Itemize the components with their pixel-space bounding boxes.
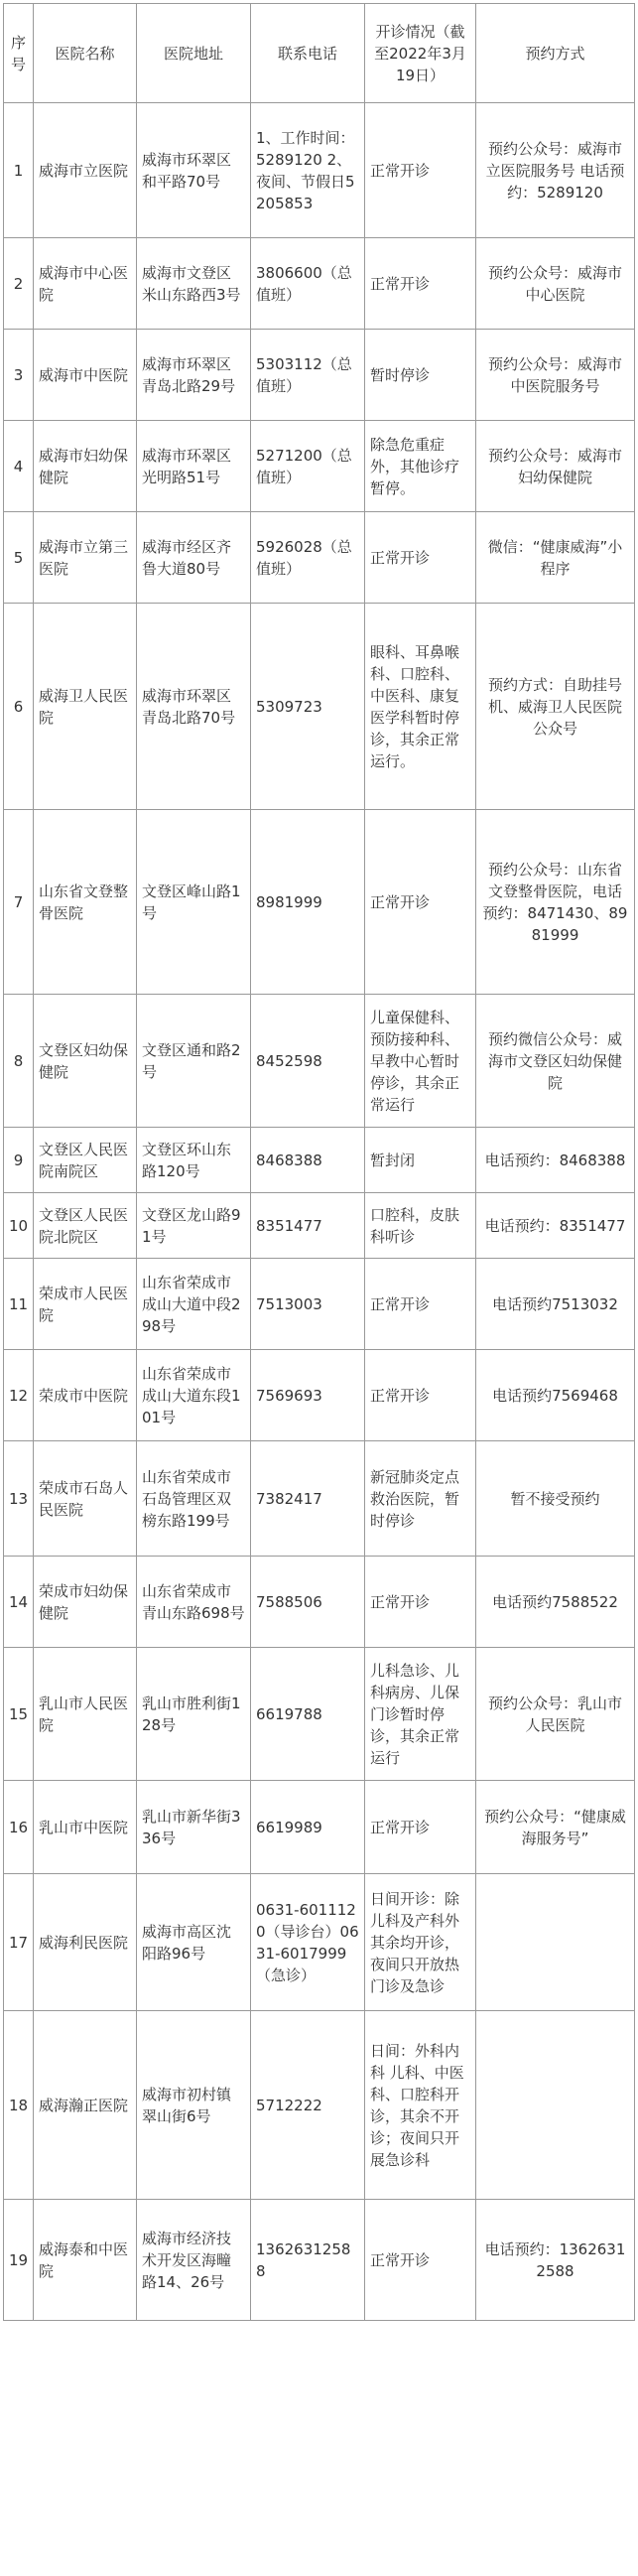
cell-phone: 8452598 bbox=[251, 995, 365, 1128]
cell-address: 威海市环翠区青岛北路70号 bbox=[137, 604, 251, 810]
cell-index: 19 bbox=[4, 2200, 34, 2321]
cell-phone: 0631-6011120（导诊台）0631-6017999（急诊） bbox=[251, 1874, 365, 2011]
header-status: 开诊情况（截至2022年3月19日） bbox=[365, 4, 476, 103]
cell-status: 正常开诊 bbox=[365, 2200, 476, 2321]
cell-hospital-name: 山东省文登整骨医院 bbox=[34, 810, 137, 995]
cell-hospital-name: 文登区人民医院北院区 bbox=[34, 1193, 137, 1259]
cell-index: 17 bbox=[4, 1874, 34, 2011]
cell-hospital-name: 威海市立第三医院 bbox=[34, 512, 137, 604]
cell-address: 山东省荣成市成山大道东段101号 bbox=[137, 1350, 251, 1441]
cell-hospital-name: 威海市中心医院 bbox=[34, 238, 137, 330]
cell-booking: 预约公众号：“健康威海服务号” bbox=[476, 1781, 635, 1874]
cell-booking: 预约公众号：威海市中医院服务号 bbox=[476, 330, 635, 421]
cell-status: 暂时停诊 bbox=[365, 330, 476, 421]
cell-hospital-name: 威海市妇幼保健院 bbox=[34, 421, 137, 512]
cell-index: 6 bbox=[4, 604, 34, 810]
cell-phone: 3806600（总值班） bbox=[251, 238, 365, 330]
cell-phone: 5271200（总值班） bbox=[251, 421, 365, 512]
cell-hospital-name: 乳山市中医院 bbox=[34, 1781, 137, 1874]
cell-address: 威海市文登区米山东路西3号 bbox=[137, 238, 251, 330]
cell-address: 文登区环山东路120号 bbox=[137, 1128, 251, 1193]
table-row bbox=[4, 810, 635, 995]
cell-status: 新冠肺炎定点救治医院，暂时停诊 bbox=[365, 1441, 476, 1557]
cell-hospital-name: 荣成市中医院 bbox=[34, 1350, 137, 1441]
cell-hospital-name: 文登区人民医院南院区 bbox=[34, 1128, 137, 1193]
cell-address: 乳山市胜利街128号 bbox=[137, 1648, 251, 1781]
cell-index: 5 bbox=[4, 512, 34, 604]
hospital-table bbox=[3, 3, 635, 2321]
cell-booking: 电话预约7513032 bbox=[476, 1259, 635, 1350]
table-row bbox=[4, 604, 635, 810]
cell-address: 威海市环翠区和平路70号 bbox=[137, 103, 251, 238]
header-address: 医院地址 bbox=[137, 4, 251, 103]
cell-index: 15 bbox=[4, 1648, 34, 1781]
cell-address: 文登区通和路2号 bbox=[137, 995, 251, 1128]
cell-hospital-name: 乳山市人民医院 bbox=[34, 1648, 137, 1781]
table-row bbox=[4, 995, 635, 1128]
table-row bbox=[4, 1557, 635, 1648]
cell-booking: 微信：“健康威海”小程序 bbox=[476, 512, 635, 604]
cell-hospital-name: 荣成市人民医院 bbox=[34, 1259, 137, 1350]
cell-address: 威海市环翠区光明路51号 bbox=[137, 421, 251, 512]
cell-index: 7 bbox=[4, 810, 34, 995]
cell-booking: 预约公众号：威海市妇幼保健院 bbox=[476, 421, 635, 512]
cell-hospital-name: 荣成市石岛人民医院 bbox=[34, 1441, 137, 1557]
cell-hospital-name: 威海利民医院 bbox=[34, 1874, 137, 2011]
cell-address: 乳山市新华街336号 bbox=[137, 1781, 251, 1874]
cell-index: 3 bbox=[4, 330, 34, 421]
cell-booking: 预约公众号：威海市中心医院 bbox=[476, 238, 635, 330]
table-row bbox=[4, 421, 635, 512]
cell-phone: 1、工作时间：5289120 2、夜间、节假日5205853 bbox=[251, 103, 365, 238]
cell-index: 9 bbox=[4, 1128, 34, 1193]
cell-status: 正常开诊 bbox=[365, 1557, 476, 1648]
table-row bbox=[4, 1259, 635, 1350]
cell-booking: 电话预约：8468388 bbox=[476, 1128, 635, 1193]
table-row bbox=[4, 1441, 635, 1557]
table-row bbox=[4, 1128, 635, 1193]
cell-status: 日间开诊：除儿科及产科外其余均开诊，夜间只开放热门诊及急诊 bbox=[365, 1874, 476, 2011]
cell-phone: 7588506 bbox=[251, 1557, 365, 1648]
cell-status: 正常开诊 bbox=[365, 1259, 476, 1350]
cell-address: 文登区龙山路91号 bbox=[137, 1193, 251, 1259]
cell-phone: 6619989 bbox=[251, 1781, 365, 1874]
cell-phone: 5303112（总值班） bbox=[251, 330, 365, 421]
cell-booking: 预约公众号：乳山市人民医院 bbox=[476, 1648, 635, 1781]
cell-phone: 5926028（总值班） bbox=[251, 512, 365, 604]
cell-status: 正常开诊 bbox=[365, 512, 476, 604]
cell-booking: 电话预约7588522 bbox=[476, 1557, 635, 1648]
table-row bbox=[4, 512, 635, 604]
cell-status: 正常开诊 bbox=[365, 1350, 476, 1441]
table-row bbox=[4, 1193, 635, 1259]
cell-hospital-name: 威海市中医院 bbox=[34, 330, 137, 421]
cell-booking bbox=[476, 2011, 635, 2200]
cell-hospital-name: 荣成市妇幼保健院 bbox=[34, 1557, 137, 1648]
table-row bbox=[4, 1781, 635, 1874]
table-body bbox=[4, 103, 635, 2321]
cell-hospital-name: 威海瀚正医院 bbox=[34, 2011, 137, 2200]
cell-index: 2 bbox=[4, 238, 34, 330]
table-header bbox=[4, 4, 635, 103]
header-hospital-name: 医院名称 bbox=[34, 4, 137, 103]
cell-index: 16 bbox=[4, 1781, 34, 1874]
cell-address: 威海市初村镇翠山街6号 bbox=[137, 2011, 251, 2200]
cell-status: 正常开诊 bbox=[365, 238, 476, 330]
cell-booking: 暂不接受预约 bbox=[476, 1441, 635, 1557]
table-row bbox=[4, 1350, 635, 1441]
table-row bbox=[4, 103, 635, 238]
cell-phone: 7569693 bbox=[251, 1350, 365, 1441]
cell-index: 8 bbox=[4, 995, 34, 1128]
cell-booking: 预约公众号：山东省文登整骨医院，电话预约：8471430、8981999 bbox=[476, 810, 635, 995]
header-index: 序号 bbox=[4, 4, 34, 103]
table-row bbox=[4, 330, 635, 421]
header-phone: 联系电话 bbox=[251, 4, 365, 103]
cell-address: 威海市环翠区青岛北路29号 bbox=[137, 330, 251, 421]
cell-status: 眼科、耳鼻喉科、口腔科、中医科、康复医学科暂时停诊，其余正常运行。 bbox=[365, 604, 476, 810]
cell-status: 除急危重症外，其他诊疗暂停。 bbox=[365, 421, 476, 512]
table-row bbox=[4, 1874, 635, 2011]
cell-address: 威海市经济技术开发区海疃路14、26号 bbox=[137, 2200, 251, 2321]
cell-index: 11 bbox=[4, 1259, 34, 1350]
cell-index: 12 bbox=[4, 1350, 34, 1441]
cell-booking: 电话预约：8351477 bbox=[476, 1193, 635, 1259]
cell-phone: 8981999 bbox=[251, 810, 365, 995]
table-row bbox=[4, 2200, 635, 2321]
cell-booking: 预约微信公众号：威海市文登区妇幼保健院 bbox=[476, 995, 635, 1128]
cell-address: 威海市经区齐鲁大道80号 bbox=[137, 512, 251, 604]
cell-phone: 5712222 bbox=[251, 2011, 365, 2200]
cell-hospital-name: 威海卫人民医院 bbox=[34, 604, 137, 810]
cell-phone: 5309723 bbox=[251, 604, 365, 810]
cell-booking bbox=[476, 1874, 635, 2011]
cell-phone: 8351477 bbox=[251, 1193, 365, 1259]
cell-phone: 7513003 bbox=[251, 1259, 365, 1350]
cell-status: 日间：外科内科 儿科、中医科、口腔科开诊，其余不开诊；夜间只开展急诊科 bbox=[365, 2011, 476, 2200]
cell-index: 4 bbox=[4, 421, 34, 512]
cell-address: 威海市高区沈阳路96号 bbox=[137, 1874, 251, 2011]
cell-phone: 6619788 bbox=[251, 1648, 365, 1781]
cell-booking: 预约方式：自助挂号机、威海卫人民医院公众号 bbox=[476, 604, 635, 810]
cell-index: 1 bbox=[4, 103, 34, 238]
cell-address: 山东省荣成市成山大道中段298号 bbox=[137, 1259, 251, 1350]
cell-status: 口腔科，皮肤科听诊 bbox=[365, 1193, 476, 1259]
header-booking: 预约方式 bbox=[476, 4, 635, 103]
cell-phone: 7382417 bbox=[251, 1441, 365, 1557]
cell-address: 文登区峰山路1号 bbox=[137, 810, 251, 995]
cell-index: 14 bbox=[4, 1557, 34, 1648]
cell-booking: 电话预约7569468 bbox=[476, 1350, 635, 1441]
cell-address: 山东省荣成市青山东路698号 bbox=[137, 1557, 251, 1648]
cell-index: 13 bbox=[4, 1441, 34, 1557]
cell-hospital-name: 文登区妇幼保健院 bbox=[34, 995, 137, 1128]
table-row bbox=[4, 238, 635, 330]
cell-booking: 预约公众号：威海市立医院服务号 电话预约：5289120 bbox=[476, 103, 635, 238]
cell-phone: 8468388 bbox=[251, 1128, 365, 1193]
cell-index: 18 bbox=[4, 2011, 34, 2200]
cell-status: 正常开诊 bbox=[365, 810, 476, 995]
cell-status: 正常开诊 bbox=[365, 103, 476, 238]
header-row bbox=[4, 4, 635, 103]
cell-phone: 13626312588 bbox=[251, 2200, 365, 2321]
cell-booking: 电话预约：13626312588 bbox=[476, 2200, 635, 2321]
cell-address: 山东省荣成市石岛管理区双榜东路199号 bbox=[137, 1441, 251, 1557]
cell-index: 10 bbox=[4, 1193, 34, 1259]
table-row bbox=[4, 2011, 635, 2200]
cell-status: 正常开诊 bbox=[365, 1781, 476, 1874]
table-row bbox=[4, 1648, 635, 1781]
cell-status: 儿科急诊、儿科病房、儿保门诊暂时停诊，其余正常运行 bbox=[365, 1648, 476, 1781]
cell-hospital-name: 威海泰和中医院 bbox=[34, 2200, 137, 2321]
cell-status: 儿童保健科、预防接种科、早教中心暂时停诊，其余正常运行 bbox=[365, 995, 476, 1128]
cell-hospital-name: 威海市立医院 bbox=[34, 103, 137, 238]
cell-status: 暂封闭 bbox=[365, 1128, 476, 1193]
